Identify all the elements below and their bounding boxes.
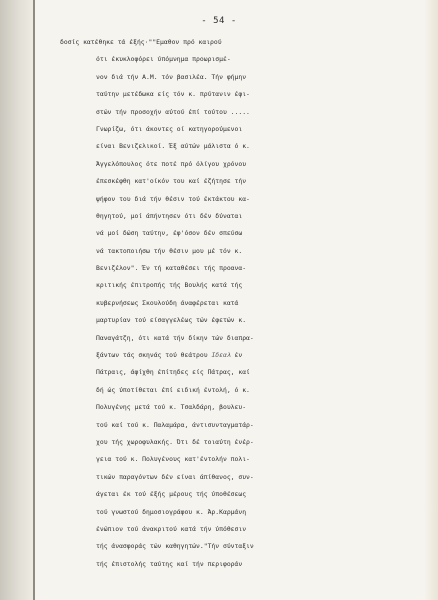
text-line bbox=[60, 364, 432, 381]
text-line bbox=[60, 504, 432, 521]
text-line bbox=[60, 121, 432, 138]
text-line-content: είναι Βενιζελικοί. Έξ αύτών μάλιστα ό κ. bbox=[96, 142, 250, 151]
text-line-content: κυβερνήσεως Σκουλούδη άναφέρεται κατά bbox=[96, 298, 239, 307]
text-line bbox=[60, 51, 432, 68]
text-line bbox=[60, 243, 432, 260]
text-line bbox=[60, 138, 432, 155]
text-line-content: ψήφον του διά τήν θέσιν τού έκτάκτου κα- bbox=[96, 194, 250, 203]
text-line-content: Πάτραις, άφίχθη έπίτηδες είς Πάτρας, καί bbox=[96, 368, 250, 377]
typed-text-body bbox=[60, 34, 432, 573]
text-line bbox=[60, 312, 432, 329]
text-line bbox=[60, 277, 432, 294]
text-line-content: Παναγάτζη, ότι κατά τήν δίκην τών διαπρα- bbox=[96, 333, 254, 342]
text-line-content: τής έπιστολής ταύτης καί τήν περιφοράν bbox=[96, 559, 243, 568]
text-line bbox=[60, 191, 432, 208]
text-line-content: τού γνωστού δημοσιογράφου κ. Άρ.Καρμάνη bbox=[96, 507, 247, 516]
text-line bbox=[60, 469, 432, 486]
text-line bbox=[60, 451, 432, 468]
text-line bbox=[60, 156, 432, 173]
text-line-content: μαρτυρίαν τού είσαγγελέως τών έφετών κ. bbox=[96, 316, 247, 325]
text-line bbox=[60, 225, 432, 242]
text-line bbox=[60, 434, 432, 451]
text-line-content: ξάντων τάς σκηνάς τού θεάτρου bbox=[96, 351, 212, 360]
text-line bbox=[60, 330, 432, 347]
text-line-content: Γνωρίζω, ότι άκοντες οί κατηγορούμενοι bbox=[96, 124, 243, 133]
text-line-content: Βενιζέλον". Έν τή καταθέσει τής προανα- bbox=[96, 264, 247, 273]
text-line bbox=[60, 538, 432, 555]
text-line-content: στών τήν προσοχήν αύτού έπί τούτου ..... bbox=[96, 107, 250, 116]
text-line bbox=[60, 295, 432, 312]
text-line-content: άγεται έκ τού έξής μέρους τής ύποθέσεως bbox=[96, 490, 247, 499]
text-line bbox=[60, 34, 432, 51]
text-line bbox=[60, 399, 432, 416]
text-line-content: Πολυγένης μετά τού κ. Τσαλδάρη, βουλευ- bbox=[96, 403, 247, 412]
text-line-content: γεια τού κ. Πολυγένους κατ'έντολήν πολι- bbox=[96, 455, 250, 464]
text-line-content: ένώπιον τού άνακριτού κατά τήν ύπόθεσιν bbox=[96, 524, 247, 533]
text-line bbox=[60, 208, 432, 225]
text-line-content: Άγγελόπουλος ότε ποτέ πρό όλίγου χρόνου bbox=[96, 159, 247, 168]
text-line bbox=[60, 417, 432, 434]
text-line-content: δή ώς ύποτίθεται έπί ειδική έντολή, ό κ. bbox=[96, 385, 250, 394]
text-line-content: νά τακτοποιήσω τήν θέσιν μου μέ τόν κ. bbox=[96, 246, 243, 255]
text-line-content: θηγητού, μοί άπήντησεν ότι δέν δύναται bbox=[96, 211, 243, 220]
text-line-content: τής άνασφοράς τών καθηγητών."Τήν σύνταξιν bbox=[96, 542, 254, 551]
text-line-tail: έν bbox=[230, 351, 243, 360]
text-line bbox=[60, 86, 432, 103]
text-line-content: νον διά τήν Α.Μ. τόν βασιλέα. Τήν φήμην bbox=[96, 72, 247, 81]
text-line-content: τικών παραγόντων δέν είναι άπίθανος, συν- bbox=[96, 472, 254, 481]
binding-margin bbox=[0, 0, 34, 600]
text-line bbox=[60, 173, 432, 190]
binding-fold-line bbox=[33, 0, 35, 600]
text-line-content: κριτικής έπιτροπής τής Βουλής κατά τής bbox=[96, 281, 243, 290]
text-line-content: έπεσκέφθη κατ'οίκόν του καί έζήτησε τήν bbox=[96, 177, 247, 186]
text-line-content: τού καί τού κ. Παλαμάρα, άντισυνταγματάρ- bbox=[96, 420, 254, 429]
text-line-content: δοσίς κατέθηκε τά έξής·""Εμαθον πρό καιρού bbox=[60, 38, 222, 46]
text-line bbox=[60, 260, 432, 277]
text-line bbox=[60, 69, 432, 86]
text-line-content: ταύτην μετέδωκα είς τόν κ. πρύτανιν έφι- bbox=[96, 90, 250, 99]
text-line-content: ότι έκυκλοφόρει ύπόμνημα προωρισμέ- bbox=[96, 55, 231, 64]
page-number: - 54 - bbox=[201, 16, 237, 26]
handwritten-correction: Ιδεαλ bbox=[211, 351, 231, 360]
text-line bbox=[60, 382, 432, 399]
text-line bbox=[60, 556, 432, 573]
text-line bbox=[60, 104, 432, 121]
text-line bbox=[60, 486, 432, 503]
text-line-content: χου τής χωροφυλακής. Ότι δέ τοιαύτη ένέρ- bbox=[96, 437, 254, 446]
text-line bbox=[60, 347, 432, 364]
text-line-content: νά μοί δώση ταύτην, έφ'όσον δέν σπεύσω bbox=[96, 229, 243, 238]
text-line bbox=[60, 521, 432, 538]
